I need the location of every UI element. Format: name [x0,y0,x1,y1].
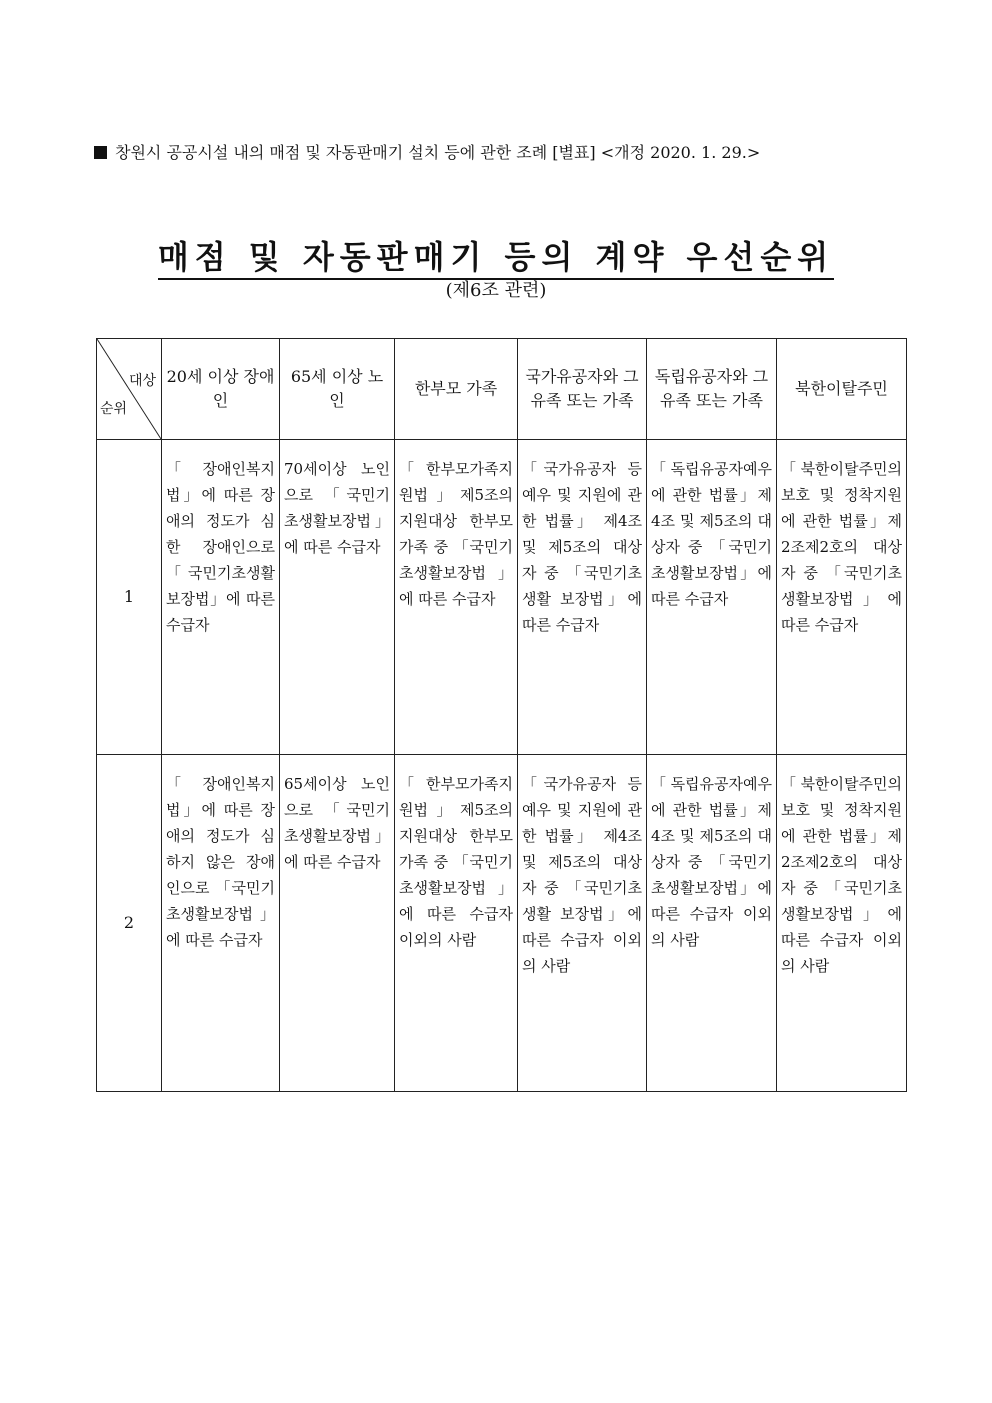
document-header [94,140,760,163]
column-header-disabled: 20세 이상 장애인 [162,339,280,440]
table-cell: 70세이상 노인으로 「국민기초생활보장법」에 따른 수급자 [280,440,395,755]
table-row [97,755,907,1092]
priority-table [96,338,907,1092]
table-cell: 「국가유공자 등 예우 및 지원에 관한 법률」 제4조 및 제5조의 대상자 중 「국민기초생활 보장법」에 따른 수급자 [518,440,647,755]
table-cell: 65세이상 노인으로 「국민기초생활보장법」에 따른 수급자 [280,755,395,1092]
table-cell: 「북한이탈주민의 보호 및 정착지원에 관한 법률」제2조제2호의 대상자 중 「국민기초생활보장법」에 따른 수급자 이외의 사람 [777,755,907,1092]
table-cell: 「북한이탈주민의 보호 및 정착지원에 관한 법률」제2조제2호의 대상자 중 「국민기초생활보장법」에 따른 수급자 [777,440,907,755]
corner-label-target: 대상 [128,373,156,389]
column-header-north-korean-defector: 북한이탈주민 [777,339,907,440]
corner-cell [97,339,162,440]
column-header-national-merit: 국가유공자와 그 유족 또는 가족 [518,339,647,440]
column-header-single-parent: 한부모 가족 [395,339,518,440]
table-cell: 「한부모가족지원법」제5조의 지원대상 한부모가족 중 「국민기초생활보장법」에 따른 수급자 [395,440,518,755]
table-cell: 「한부모가족지원법」제5조의 지원대상 한부모가족 중 「국민기초생활보장법」에 따른 수급자 이외의 사람 [395,755,518,1092]
page-subtitle: (제6조 관련) [445,280,547,301]
page-title [0,232,992,278]
table-cell: 「독립유공자예우에 관한 법률」제4조 및 제5조의 대상자 중 「국민기초생활보장법」에 따른 수급자 [647,440,777,755]
table-cell: 「장애인복지법」에 따른 장애의 정도가 심하지 않은 장애인으로 「국민기초생활보장법」에 따른 수급자 [162,755,280,1092]
page-title-text: 매점 및 자동판매기 등의 계약 우선순위 [158,238,834,280]
rank-cell: 1 [97,440,162,755]
table-header-row [97,339,907,440]
column-header-independence-merit: 독립유공자와 그 유족 또는 가족 [647,339,777,440]
corner-label-rank: 순위 [100,401,128,417]
table-cell: 「독립유공자예우에 관한 법률」제4조 및 제5조의 대상자 중 「국민기초생활보장법」에 따른 수급자 이외의 사람 [647,755,777,1092]
table-cell: 「장애인복지법」에 따른 장애의 정도가 심한 장애인으로 「국민기초생활보장법」에 따른 수급자 [162,440,280,755]
header-text: 창원시 공공시설 내의 매점 및 자동판매기 설치 등에 관한 조례 [별표] <개정 2020. 1. 29.> [115,143,761,162]
column-header-elderly: 65세 이상 노인 [280,339,395,440]
black-square-icon [94,146,107,159]
table-cell: 「국가유공자 등 예우 및 지원에 관한 법률」 제4조 및 제5조의 대상자 중 「국민기초생활 보장법」에 따른 수급자 이외의 사람 [518,755,647,1092]
table-row [97,440,907,755]
rank-cell: 2 [97,755,162,1092]
